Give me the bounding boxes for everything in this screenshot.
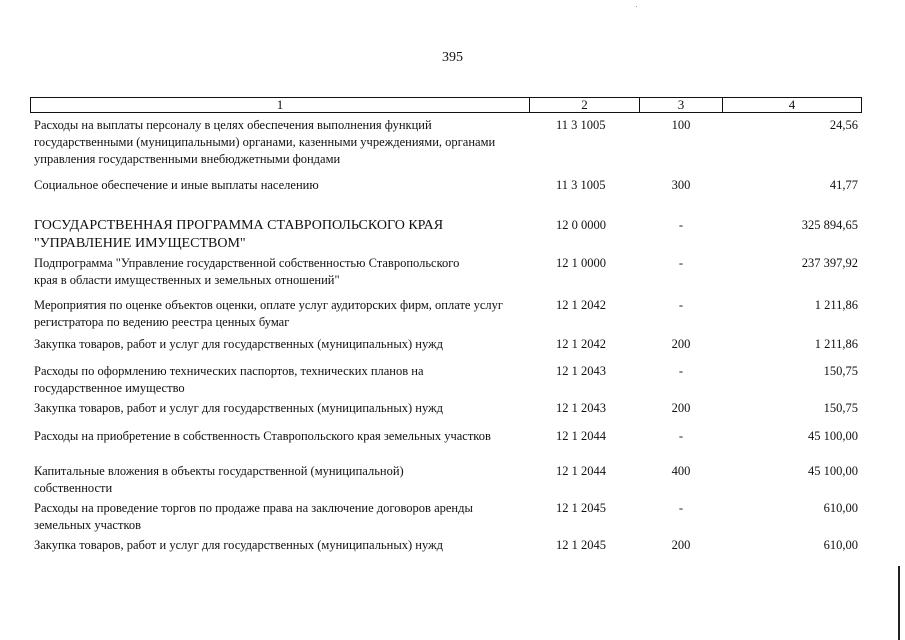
row-amount: 41,77 xyxy=(829,178,858,192)
row-code: 12 1 2043 xyxy=(556,401,606,415)
row-amount: 1 211,86 xyxy=(814,337,858,351)
row-name: Расходы по оформлению технических паспортов, технических планов на государственное имущество xyxy=(34,364,424,395)
row-amount: 24,56 xyxy=(829,118,858,132)
row-type: - xyxy=(678,298,684,312)
row-code: 12 0 0000 xyxy=(556,218,606,232)
row-amount: 1 211,86 xyxy=(814,298,858,312)
row-name: Расходы на приобретение в собственность Ставропольского края земельных участков xyxy=(34,429,491,443)
row-type: 100 xyxy=(671,118,691,132)
row-code: 11 3 1005 xyxy=(556,178,606,192)
header-col-3: 3 xyxy=(640,98,723,112)
row-code: 12 1 2045 xyxy=(556,501,606,515)
row-name: Расходы на выплаты персоналу в целях обеспечения выполнения функций государственными (муниципальными) органами, казенными учреждениями, органами управления государственными внебюджетными фондами xyxy=(34,118,496,166)
row-name: Закупка товаров, работ и услуг для государственных (муниципальных) нужд xyxy=(34,538,444,552)
row-name: Социальное обеспечение и иные выплаты населению xyxy=(34,178,319,192)
page-edge-line xyxy=(898,566,900,640)
row-code: 12 1 2044 xyxy=(556,429,606,443)
header-col-1: 1 xyxy=(31,98,530,112)
row-code: 12 1 2045 xyxy=(556,538,606,552)
row-amount: 45 100,00 xyxy=(808,429,858,443)
header-col-2: 2 xyxy=(530,98,640,112)
row-type: 400 xyxy=(671,464,691,478)
row-name: Закупка товаров, работ и услуг для государственных (муниципальных) нужд xyxy=(34,337,444,351)
row-type: 300 xyxy=(671,178,691,192)
row-type: - xyxy=(678,218,684,232)
row-name: Мероприятия по оценке объектов оценки, оплате услуг аудиторских фирм, оплате услуг регистратора по ведению реестра ценных бумаг xyxy=(34,298,504,329)
header-col-4: 4 xyxy=(788,97,796,112)
row-amount: 45 100,00 xyxy=(808,464,858,478)
row-amount: 610,00 xyxy=(823,501,858,515)
row-code: 12 1 2042 xyxy=(556,337,606,351)
row-code: 11 3 1005 xyxy=(556,118,606,132)
row-name: Закупка товаров, работ и услуг для государственных (муниципальных) нужд xyxy=(34,401,444,415)
row-amount: 325 894,65 xyxy=(801,218,858,232)
row-name: Расходы на проведение торгов по продаже права на заключение договоров аренды земельных участков xyxy=(34,501,473,532)
row-type: - xyxy=(678,501,684,515)
row-code: 12 1 2042 xyxy=(556,298,606,312)
row-code: 12 1 2043 xyxy=(556,364,606,378)
row-code: 12 1 2044 xyxy=(556,464,606,478)
row-type: 200 xyxy=(671,337,691,351)
row-amount: 610,00 xyxy=(823,538,858,552)
row-code: 12 1 0000 xyxy=(556,256,606,270)
row-amount: 150,75 xyxy=(823,401,858,415)
row-name: Подпрограмма "Управление государственной собственностью Ставропольского края в области имущественных и земельных отношений" xyxy=(34,256,460,287)
row-name: Капитальные вложения в объекты государственной (муниципальной) собственности xyxy=(34,464,404,495)
row-type: - xyxy=(678,364,684,378)
row-type: - xyxy=(678,256,684,270)
page-number: 395 xyxy=(442,50,463,65)
row-amount: 150,75 xyxy=(823,364,858,378)
row-name: ГОСУДАРСТВЕННАЯ ПРОГРАММА СТАВРОПОЛЬСКОГО КРАЯ "УПРАВЛЕНИЕ ИМУЩЕСТВОМ" xyxy=(34,218,444,251)
row-type: 200 xyxy=(671,538,691,552)
row-type: 200 xyxy=(671,401,691,415)
row-type: - xyxy=(678,429,684,443)
row-amount: 237 397,92 xyxy=(801,256,858,270)
